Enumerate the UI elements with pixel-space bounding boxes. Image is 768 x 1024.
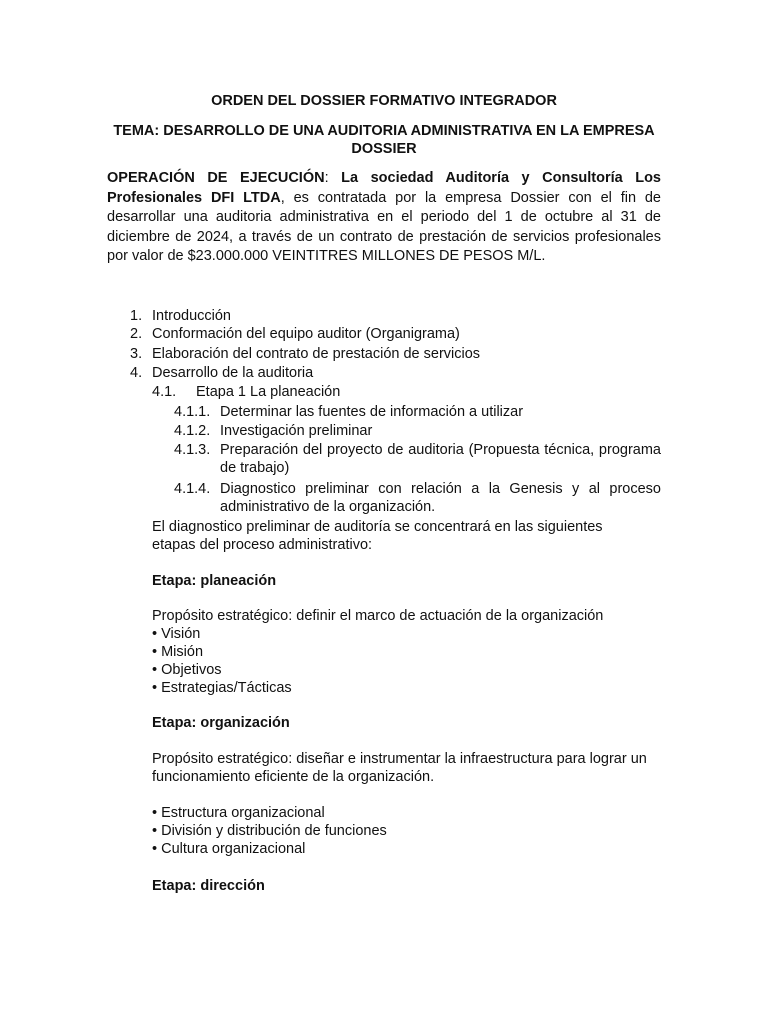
list-number: 1. bbox=[130, 308, 143, 324]
bullet-item: • División y distribución de funciones bbox=[152, 823, 387, 839]
subsublist-item bbox=[174, 403, 661, 421]
sublist-number: 4.1. bbox=[152, 384, 177, 400]
stage-purpose-organizacion: Propósito estratégico: diseñar e instrumentar la infraestructura para lograr un funcionamiento eficiente de la organización. bbox=[152, 751, 647, 785]
stage-heading-direccion: Etapa: dirección bbox=[152, 878, 265, 894]
list-text: Desarrollo de la auditoria bbox=[152, 365, 314, 381]
list-number: 3. bbox=[130, 346, 143, 362]
subsublist-number: 4.1.3. bbox=[174, 442, 211, 458]
list-text: Introducción bbox=[152, 308, 231, 324]
bullet-item: • Objetivos bbox=[152, 662, 222, 678]
subsublist-number: 4.1.2. bbox=[174, 423, 211, 439]
intro-paragraph bbox=[107, 169, 661, 267]
bullet-item: • Estrategias/Tácticas bbox=[152, 680, 292, 696]
diagnostic-paragraph: El diagnostico preliminar de auditoría se concentrará en las siguientes etapas del proceso administrativo: bbox=[152, 519, 603, 553]
stage-heading-organizacion: Etapa: organización bbox=[152, 715, 290, 731]
list-text: Elaboración del contrato de prestación de servicios bbox=[152, 346, 481, 362]
stage-heading-planeacion: Etapa: planeación bbox=[152, 573, 277, 589]
bullet-item: • Misión bbox=[152, 644, 204, 660]
subsublist-item bbox=[174, 480, 661, 518]
document-title: ORDEN DEL DOSSIER FORMATIVO INTEGRADOR bbox=[211, 93, 557, 109]
bullet-item: • Estructura organizacional bbox=[152, 805, 325, 821]
subsublist-text: Investigación preliminar bbox=[220, 423, 373, 439]
intro-label: OPERACIÓN DE EJECUCIÓN bbox=[107, 170, 325, 186]
bullet-item: • Cultura organizacional bbox=[152, 841, 306, 857]
subsublist-text: Preparación del proyecto de auditoria (Propuesta técnica, programa de trabajo) bbox=[220, 442, 661, 476]
intro-text: , es contratada por la empresa Dossier con el fin de desarrollar una auditoria administrativa en el periodo del 1 de octubre al 31 de diciembre de 2024, a través de un contrato de prestación de servicios profesionales por valor de $23.000.000 VEINTITRES MILLONES DE PESOS M/L. bbox=[107, 189, 661, 264]
subsublist-text: Diagnostico preliminar con relación a la Genesis y al proceso administrativo de la organización. bbox=[220, 481, 661, 515]
list-text: Conformación del equipo auditor (Organigrama) bbox=[152, 326, 460, 342]
stage-purpose-planeacion: Propósito estratégico: definir el marco de actuación de la organización bbox=[152, 608, 604, 624]
intro-company: La sociedad Auditoría y Consultoría Los Profesionales DFI LTDA bbox=[107, 170, 661, 206]
subsublist-item bbox=[174, 422, 661, 440]
subsublist-text: Determinar las fuentes de información a utilizar bbox=[220, 404, 524, 420]
intro-colon: : bbox=[324, 170, 342, 186]
list-number: 4. bbox=[130, 365, 143, 381]
document-subtitle: TEMA: DESARROLLO DE UNA AUDITORIA ADMINISTRATIVA EN LA EMPRESA DOSSIER bbox=[113, 123, 655, 157]
subsublist-number: 4.1.1. bbox=[174, 404, 211, 420]
sublist-text: Etapa 1 La planeación bbox=[196, 384, 341, 400]
bullet-item: • Visión bbox=[152, 626, 201, 642]
subsublist-item bbox=[174, 441, 661, 479]
list-number: 2. bbox=[130, 326, 143, 342]
subsublist-number: 4.1.4. bbox=[174, 481, 211, 497]
